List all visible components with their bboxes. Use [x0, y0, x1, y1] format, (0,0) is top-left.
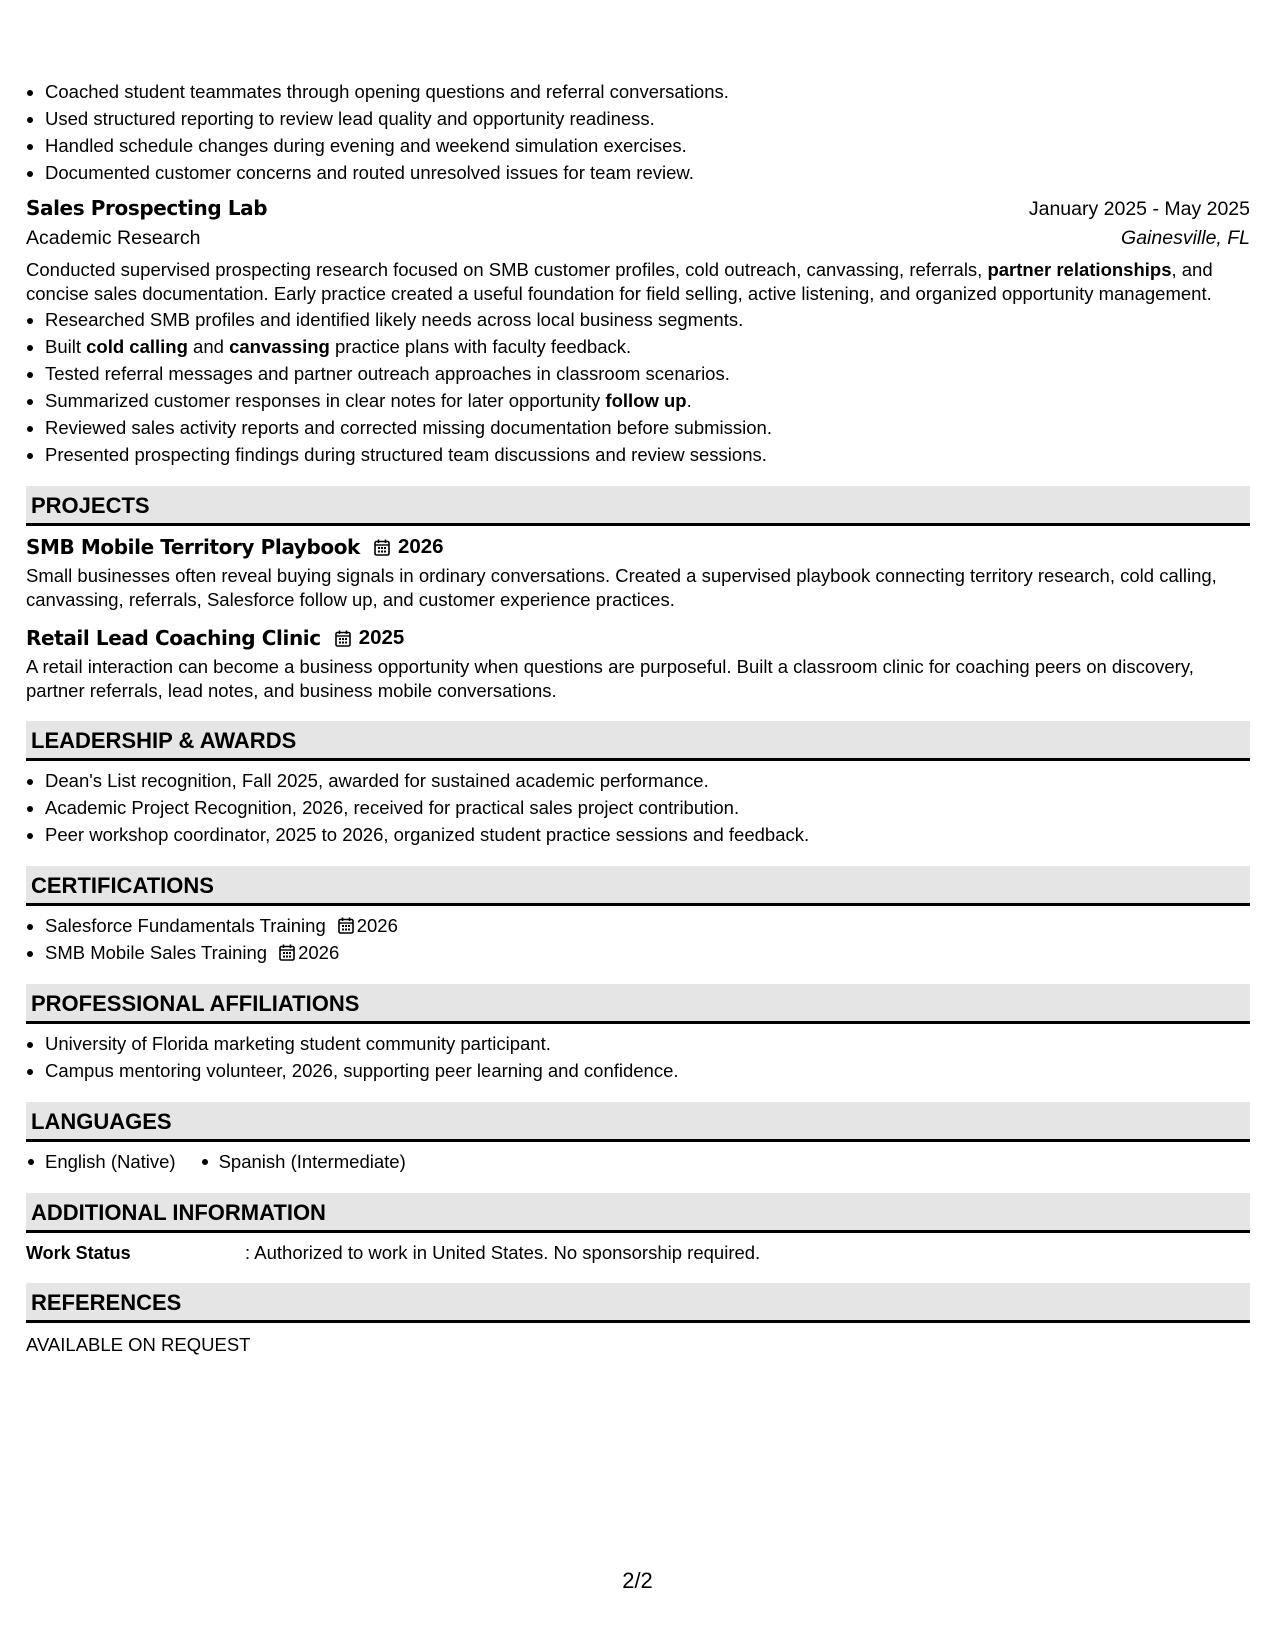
section-title: PROJECTS	[31, 493, 150, 518]
leadership-list	[26, 767, 1250, 848]
list-item	[45, 333, 1250, 360]
text: Summarized customer responses in clear notes for later opportunity	[45, 390, 606, 411]
list-item: • Researched SMB profiles and identified likely needs across local business segments.	[45, 306, 1250, 333]
certification-name: Salesforce Fundamentals Training	[45, 915, 326, 936]
calendar-icon	[338, 914, 354, 931]
bold-text: follow up	[605, 390, 687, 411]
text: .	[686, 390, 692, 411]
certification-year: 2026	[298, 942, 340, 963]
list-item: • Presented prospecting findings during structured team discussions and review sessions.	[45, 441, 1250, 468]
section-header-additional	[26, 1193, 1250, 1233]
bold-text: canvassing	[229, 336, 330, 357]
section-header-languages	[26, 1102, 1250, 1142]
section-title: LANGUAGES	[31, 1109, 172, 1134]
section-header-projects	[26, 486, 1250, 526]
job-location: Gainesville, FL	[1121, 227, 1250, 249]
job-summary-text: , and concise sales documentation. Early practice created a useful foundation for field selling, active listening, and organized opportunity management.	[26, 259, 1213, 304]
certifications-list	[26, 912, 1250, 966]
job-organization: Academic Research	[26, 227, 201, 249]
list-item: • Used structured reporting to review lead quality and opportunity readiness.	[45, 105, 1250, 132]
section-header-references	[26, 1283, 1250, 1323]
project-header	[26, 626, 1250, 650]
job-header	[26, 196, 1250, 221]
section-header-affiliations	[26, 984, 1250, 1024]
work-status-label: Work Status	[26, 1243, 131, 1263]
project-description: A retail interaction can become a business opportunity when questions are purposeful. Built a classroom clinic for coaching peers on discovery, partner referrals, lead notes, and business mobile conversations.	[26, 656, 1194, 701]
job-title: Sales Prospecting Lab	[26, 196, 268, 220]
section-header-certifications	[26, 866, 1250, 906]
list-item: • Peer workshop coordinator, 2025 to 2026, organized student practice sessions and feedback.	[45, 821, 1250, 848]
list-item	[45, 387, 1250, 414]
project-header	[26, 535, 1250, 559]
list-item: • Dean's List recognition, Fall 2025, awarded for sustained academic performance.	[45, 767, 1250, 794]
list-item: • Campus mentoring volunteer, 2026, supporting peer learning and confidence.	[45, 1057, 1250, 1084]
page-number: 2/2	[622, 1568, 653, 1593]
project-year: 2025	[358, 626, 405, 649]
text: practice plans with faculty feedback.	[329, 336, 632, 357]
list-item: • Handled schedule changes during evening and weekend simulation exercises.	[45, 132, 1250, 159]
languages-list	[26, 1148, 1250, 1175]
job-subheader	[26, 227, 1250, 250]
job-bullets	[26, 306, 1250, 468]
work-status-value: : Authorized to work in United States. No sponsorship required.	[245, 1242, 761, 1263]
certification-year: 2026	[356, 915, 398, 936]
text: and	[187, 336, 230, 357]
list-item: • Tested referral messages and partner outreach approaches in classroom scenarios.	[45, 360, 1250, 387]
bold-text: cold calling	[86, 336, 188, 357]
list-item: Spanish (Intermediate)	[200, 1148, 406, 1175]
list-item	[45, 939, 1250, 966]
section-title: ADDITIONAL INFORMATION	[31, 1200, 326, 1225]
project-title: SMB Mobile Territory Playbook	[26, 535, 360, 559]
experience-bullets	[26, 78, 1250, 186]
list-item: • Reviewed sales activity reports and corrected missing documentation before submission.	[45, 414, 1250, 441]
references-text: AVAILABLE ON REQUEST	[26, 1334, 251, 1355]
section-header-leadership	[26, 721, 1250, 761]
job-summary-text: Conducted supervised prospecting research focused on SMB customer profiles, cold outreach, canvassing, referrals,	[26, 259, 988, 280]
list-item: • Academic Project Recognition, 2026, received for practical sales project contribution.	[45, 794, 1250, 821]
list-item: English (Native)	[26, 1148, 176, 1175]
list-item	[45, 912, 1250, 939]
list-item: • Coached student teammates through opening questions and referral conversations.	[45, 78, 1250, 105]
job-summary	[26, 258, 1250, 306]
text: Built	[45, 336, 87, 357]
job-summary-bold: partner relationships	[987, 259, 1172, 280]
work-status-row	[26, 1241, 1250, 1265]
section-title: REFERENCES	[31, 1290, 182, 1315]
certification-name: SMB Mobile Sales Training	[45, 942, 268, 963]
resume-page	[26, 78, 1250, 1357]
list-item: • University of Florida marketing student community participant.	[45, 1030, 1250, 1057]
section-title: PROFESSIONAL AFFILIATIONS	[31, 991, 360, 1016]
project-title: Retail Lead Coaching Clinic	[26, 626, 321, 650]
calendar-icon	[279, 941, 295, 958]
list-item: • Documented customer concerns and routed unresolved issues for team review.	[45, 159, 1250, 186]
section-title: CERTIFICATIONS	[31, 873, 214, 898]
job-dates: January 2025 - May 2025	[1028, 198, 1250, 220]
calendar-icon	[335, 630, 351, 647]
calendar-icon	[374, 539, 390, 556]
section-title: LEADERSHIP & AWARDS	[31, 728, 297, 753]
affiliations-list	[26, 1030, 1250, 1084]
project-year: 2026	[397, 535, 444, 558]
project-description: Small businesses often reveal buying signals in ordinary conversations. Created a supervised playbook connecting territory research, cold calling, canvassing, referrals, Salesforce follow up, and customer experience practices.	[26, 565, 1217, 610]
